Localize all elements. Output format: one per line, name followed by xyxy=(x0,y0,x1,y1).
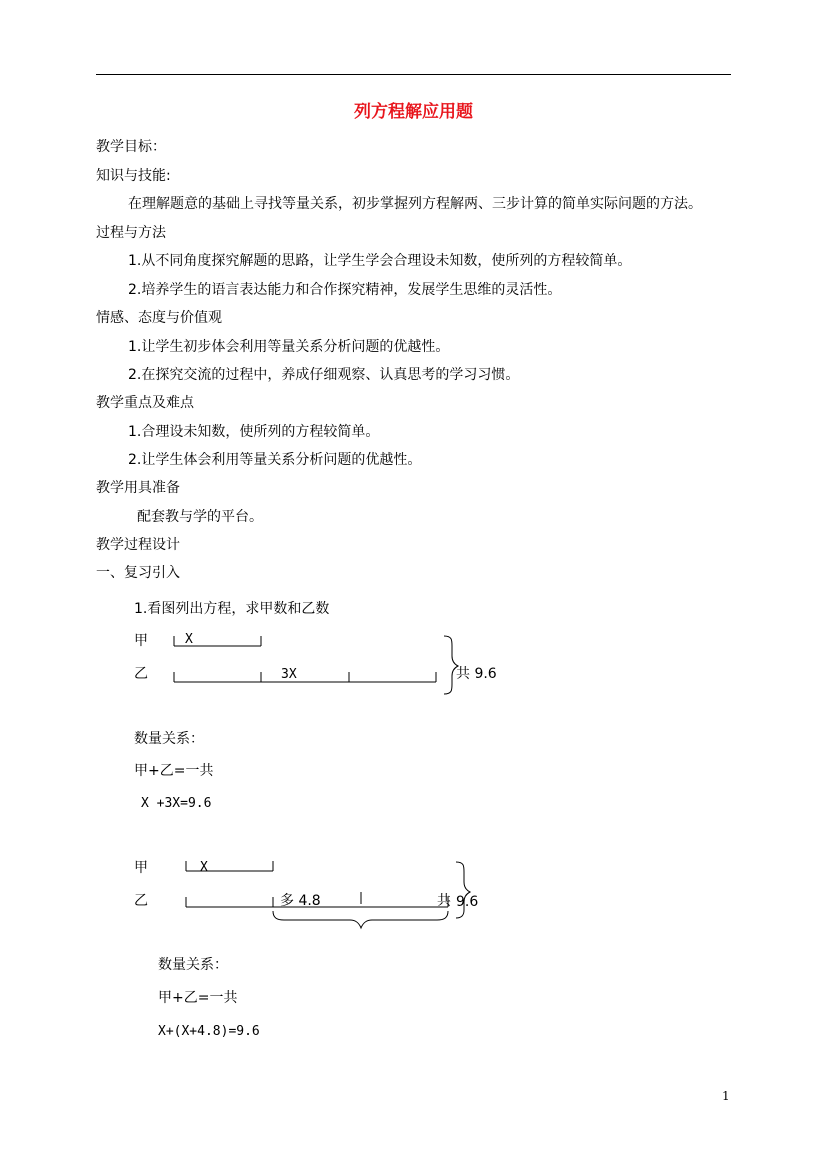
emotion-heading: 情感、态度与价值观 xyxy=(96,310,222,326)
relation2-heading: 数量关系： xyxy=(158,957,228,973)
tools-heading: 教学用具准备 xyxy=(96,480,180,496)
d1-right-brace xyxy=(444,636,458,694)
emotion-item-2: 2.在探究交流的过程中，养成仔细观察、认真思考的学习习惯。 xyxy=(128,367,520,383)
relation2: 甲+乙=一共 xyxy=(158,990,238,1006)
section-review-intro: 一、复习引入 xyxy=(96,565,180,581)
teaching-process-heading: 教学过程设计 xyxy=(96,537,180,553)
equation1: X +3X=9.6 xyxy=(141,796,212,811)
diagram2-total-char: 共 xyxy=(437,893,451,909)
emotion-item-1: 1.让学生初步体会利用等量关系分析问题的优越性。 xyxy=(128,339,450,355)
process-item-2: 2.培养学生的语言表达能力和合作探究精神，发展学生思维的灵活性。 xyxy=(128,282,562,298)
diagram1-yi-label: 乙 xyxy=(134,666,148,682)
relation1-heading: 数量关系： xyxy=(134,731,204,747)
equation2: X+(X+4.8)=9.6 xyxy=(158,1024,260,1039)
page-number: 1 xyxy=(722,1089,730,1103)
diagram2-x-label: X xyxy=(200,860,208,875)
diagram1-x-label: X xyxy=(185,632,193,647)
process-item-1: 1.从不同角度探究解题的思路，让学生学会合理设未知数，使所列的方程较简单。 xyxy=(128,253,632,269)
diagram1-3x-label: 3X xyxy=(281,667,297,682)
key-point-2: 2.让学生体会利用等量关系分析问题的优越性。 xyxy=(128,452,422,468)
diagram2-total-value: 9.6 xyxy=(456,894,479,910)
diagram2-more-label: 多 4.8 xyxy=(280,893,321,909)
tools-text: 配套教与学的平台。 xyxy=(137,509,263,525)
diagram2-yi-label: 乙 xyxy=(134,893,148,909)
question-1: 1.看图列出方程，求甲数和乙数 xyxy=(134,601,330,617)
diagram1-jia-label: 甲 xyxy=(134,633,148,649)
process-method-heading: 过程与方法 xyxy=(96,225,166,241)
knowledge-text: 在理解题意的基础上寻找等量关系，初步掌握列方程解两、三步计算的简单实际问题的方法。 xyxy=(128,196,702,212)
diagram1-total-label: 共 9.6 xyxy=(456,666,497,682)
d2-right-brace xyxy=(456,862,470,918)
objectives-heading: 教学目标： xyxy=(96,139,166,155)
key-point-1: 1.合理设未知数，使所列的方程较简单。 xyxy=(128,424,380,440)
relation1: 甲+乙=一共 xyxy=(134,763,214,779)
key-points-heading: 教学重点及难点 xyxy=(96,395,194,411)
document-title: 列方程解应用题 xyxy=(354,102,473,122)
d2-bottom-brace xyxy=(273,911,448,928)
knowledge-heading: 知识与技能: xyxy=(96,168,171,184)
diagram2-jia-label: 甲 xyxy=(134,860,148,876)
